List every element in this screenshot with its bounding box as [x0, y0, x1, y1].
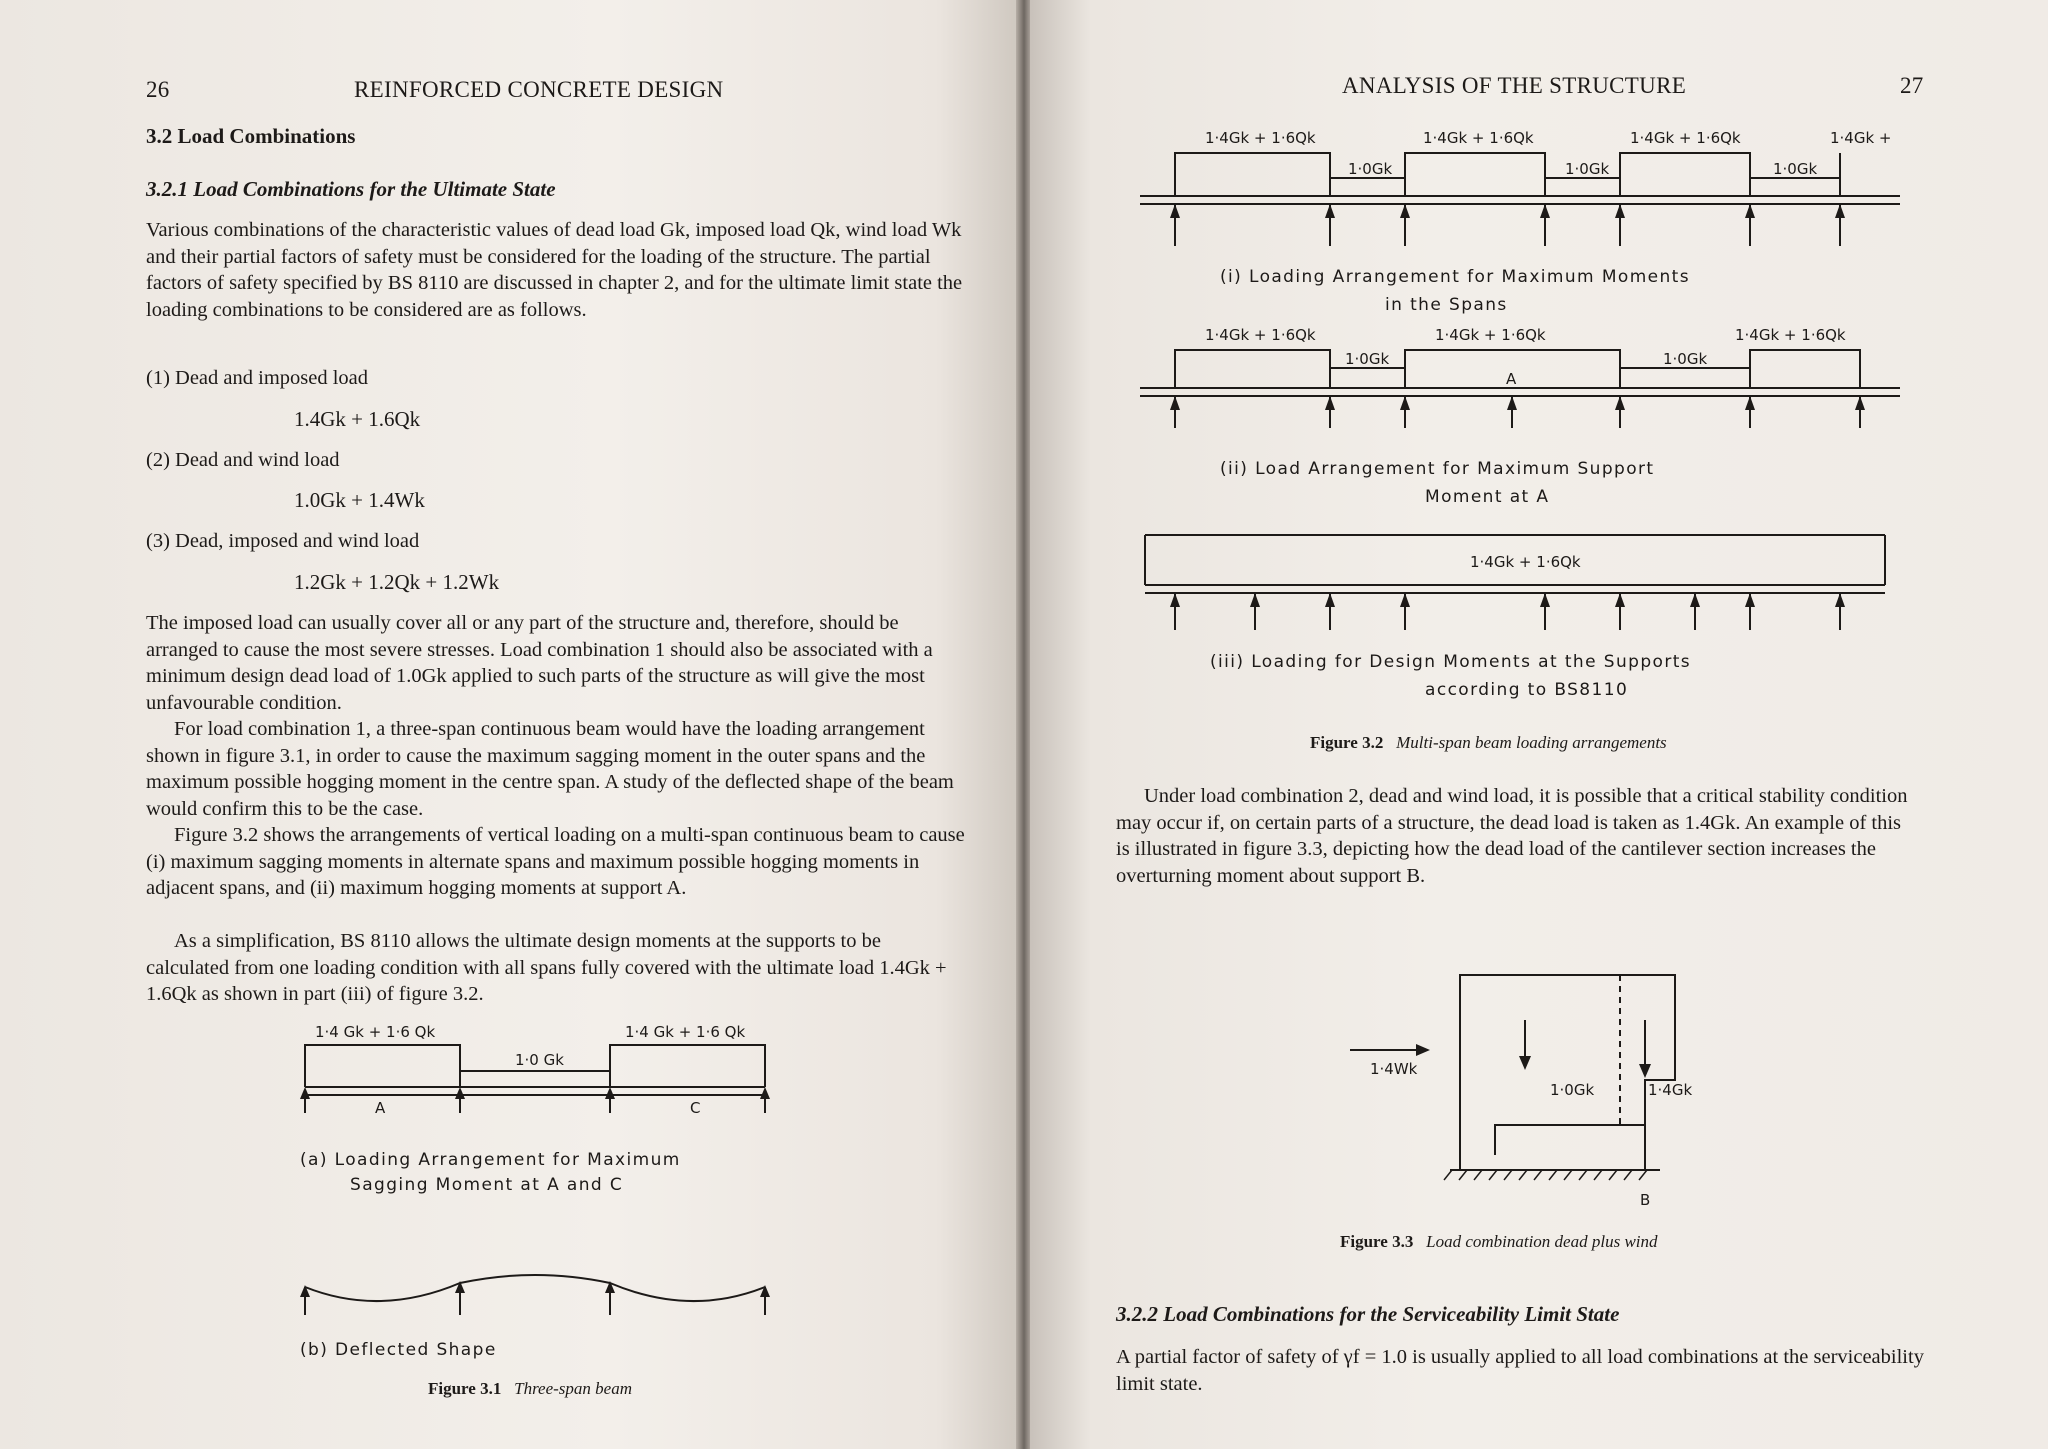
fig32i-caption-line1: (i) Loading Arrangement for Maximum Moments — [1220, 267, 1691, 287]
item-2-equation: 1.0Gk + 1.4Wk — [294, 488, 425, 512]
figure-3-1-caption — [428, 1379, 632, 1399]
figure-3-2-part-ii — [1140, 318, 1940, 518]
figure-3-2-title: Multi-span beam loading arrangements — [1396, 733, 1667, 752]
subsection-heading-uls: 3.2.1 Load Combinations for the Ultimate State — [146, 177, 556, 201]
fig32ii-load-high-1: 1·4Gk + 1·6Qk — [1205, 326, 1316, 344]
paragraph-intro: Various combinations of the characteristic values of dead load Gk, imposed load Qk, wind load Wk and their partial factors of safety must be considered for the loading of the structure. The partial factors of safety specified by BS 8110 are discussed in chapter 2, and for the ultimate limit state the loading combinations to be considered are as follows. — [146, 219, 963, 321]
paragraph-figure-3-2: Figure 3.2 shows the arrangements of vertical loading on a multi-span continuous beam to cause (i) maximum sagging moments in alternate spans and maximum possible hogging moments in adjacent spans, and (ii) maximum hogging moments at support A. — [146, 824, 965, 899]
page-number-left: 26 — [146, 77, 170, 102]
fig33-dead-label-a: 1·0Gk — [1550, 1081, 1595, 1099]
fig32iii-load: 1·4Gk + 1·6Qk — [1470, 553, 1581, 571]
paragraph-combination-1: For load combination 1, a three-span continuous beam would have the loading arrangement shown in figure 3.1, in order to cause the maximum sagging moment in the outer spans and the maximum possible hogging moment in the centre span. A study of the deflected shape of the beam would confirm this to be the case. — [146, 718, 954, 820]
right-page — [1030, 0, 2048, 1449]
fig32iii-caption-line1: (iii) Loading for Design Moments at the Supports — [1210, 652, 1692, 672]
page-number-right: 27 — [1900, 73, 1924, 98]
fig32i-load-low-1: 1·0Gk — [1348, 160, 1393, 178]
fig31-sub-a-line2: Sagging Moment at A and C — [350, 1175, 624, 1195]
fig32i-load-high-1: 1·4Gk + 1·6Qk — [1205, 129, 1316, 147]
fig32i-load-high-4: 1·4Gk + — [1830, 129, 1892, 147]
item-2-label: (2) Dead and wind load — [146, 449, 340, 471]
running-head-right: ANALYSIS OF THE STRUCTURE — [1342, 73, 1687, 98]
figure-3-3-number: Figure 3.3 — [1340, 1232, 1414, 1251]
fig32i-load-high-3: 1·4Gk + 1·6Qk — [1630, 129, 1741, 147]
fig32ii-load-low-1: 1·0Gk — [1345, 350, 1390, 368]
fig32ii-caption-line2: Moment at A — [1425, 487, 1550, 507]
outer-right-load-block — [610, 1045, 765, 1087]
subsection-heading-sls: 3.2.2 Load Combinations for the Serviceability Limit State — [1116, 1302, 1620, 1326]
figure-3-1-diagram — [280, 1015, 800, 1405]
figure-3-3-diagram — [1350, 960, 1750, 1220]
figure-3-3-title: Load combination dead plus wind — [1426, 1232, 1658, 1251]
outer-left-load-block — [305, 1045, 460, 1087]
centre-load-block — [460, 1071, 610, 1087]
fig32i-load-high-2: 1·4Gk + 1·6Qk — [1423, 129, 1534, 147]
fig32i-caption-line2: in the Spans — [1385, 295, 1508, 315]
fig31-load-left: 1·4 Gk + 1·6 Qk — [315, 1023, 436, 1041]
fig31-label-a: A — [375, 1099, 386, 1117]
deflected-shape-curve — [305, 1275, 765, 1301]
fig33-support-b: B — [1640, 1191, 1651, 1209]
paragraph-imposed: The imposed load can usually cover all or any part of the structure and, therefore, should be arranged to cause the most severe stresses. Load combination 1 should also be associated with a minimum design dead load of 1.0Gk applied to such parts of the structure as will give the most unfavourable condition. — [146, 612, 933, 714]
paragraph-wind: Under load combination 2, dead and wind load, it is possible that a critical stability condition may occur if, on certain parts of a structure, the dead load is taken as 1.4Gk. An example of this is illustrated in figure 3.3, depicting how the dead load of the cantilever section increases the overturning moment about support B. — [1116, 785, 1908, 887]
figure-3-2-part-iii — [1140, 525, 1940, 725]
fig32i-load-low-3: 1·0Gk — [1773, 160, 1818, 178]
fig32ii-support-a: A — [1506, 370, 1517, 388]
fig32ii-load-low-2: 1·0Gk — [1663, 350, 1708, 368]
fig31-sub-a-line1: (a) Loading Arrangement for Maximum — [300, 1150, 681, 1170]
paragraph-simplification: As a simplification, BS 8110 allows the ultimate design moments at the supports to be calculated from one loading condition with all spans fully covered with the ultimate load 1.4Gk + 1.6Qk as shown in part (iii) of figure 3.2. — [146, 930, 947, 1005]
fig31-sub-b: (b) Deflected Shape — [300, 1340, 497, 1360]
fig33-dead-label-b: 1·4Gk — [1648, 1081, 1693, 1099]
item-1-equation: 1.4Gk + 1.6Qk — [294, 407, 421, 431]
fig32ii-load-high-3: 1·4Gk + 1·6Qk — [1735, 326, 1846, 344]
figure-3-3-caption — [1340, 1232, 1658, 1252]
figure-3-1-number: Figure 3.1 — [428, 1379, 502, 1398]
item-1-label: (1) Dead and imposed load — [146, 367, 369, 389]
fig31-load-centre: 1·0 Gk — [515, 1051, 564, 1069]
item-3-label: (3) Dead, imposed and wind load — [146, 530, 420, 552]
section-heading: 3.2 Load Combinations — [146, 124, 356, 148]
fig32ii-load-high-2: 1·4Gk + 1·6Qk — [1435, 326, 1546, 344]
figure-3-2-number: Figure 3.2 — [1310, 733, 1384, 752]
figure-3-1-title: Three-span beam — [514, 1379, 632, 1398]
left-page — [0, 0, 1018, 1449]
fig32i-load-low-2: 1·0Gk — [1565, 160, 1610, 178]
item-3-equation: 1.2Gk + 1.2Qk + 1.2Wk — [294, 570, 500, 594]
fig33-wind-label: 1·4Wk — [1370, 1060, 1418, 1078]
running-head-left: REINFORCED CONCRETE DESIGN — [354, 77, 724, 102]
figure-3-2-caption — [1310, 733, 1667, 753]
fig31-load-right: 1·4 Gk + 1·6 Qk — [625, 1023, 746, 1041]
paragraph-serviceability: A partial factor of safety of γf = 1.0 is usually applied to all load combinations at the serviceability limit state. — [1116, 1346, 1924, 1395]
figure-3-2-part-i — [1140, 118, 1940, 318]
fig32iii-caption-line2: according to BS8110 — [1425, 680, 1629, 700]
fig32ii-caption-line1: (ii) Load Arrangement for Maximum Support — [1220, 459, 1655, 479]
fig31-label-c: C — [690, 1099, 701, 1117]
